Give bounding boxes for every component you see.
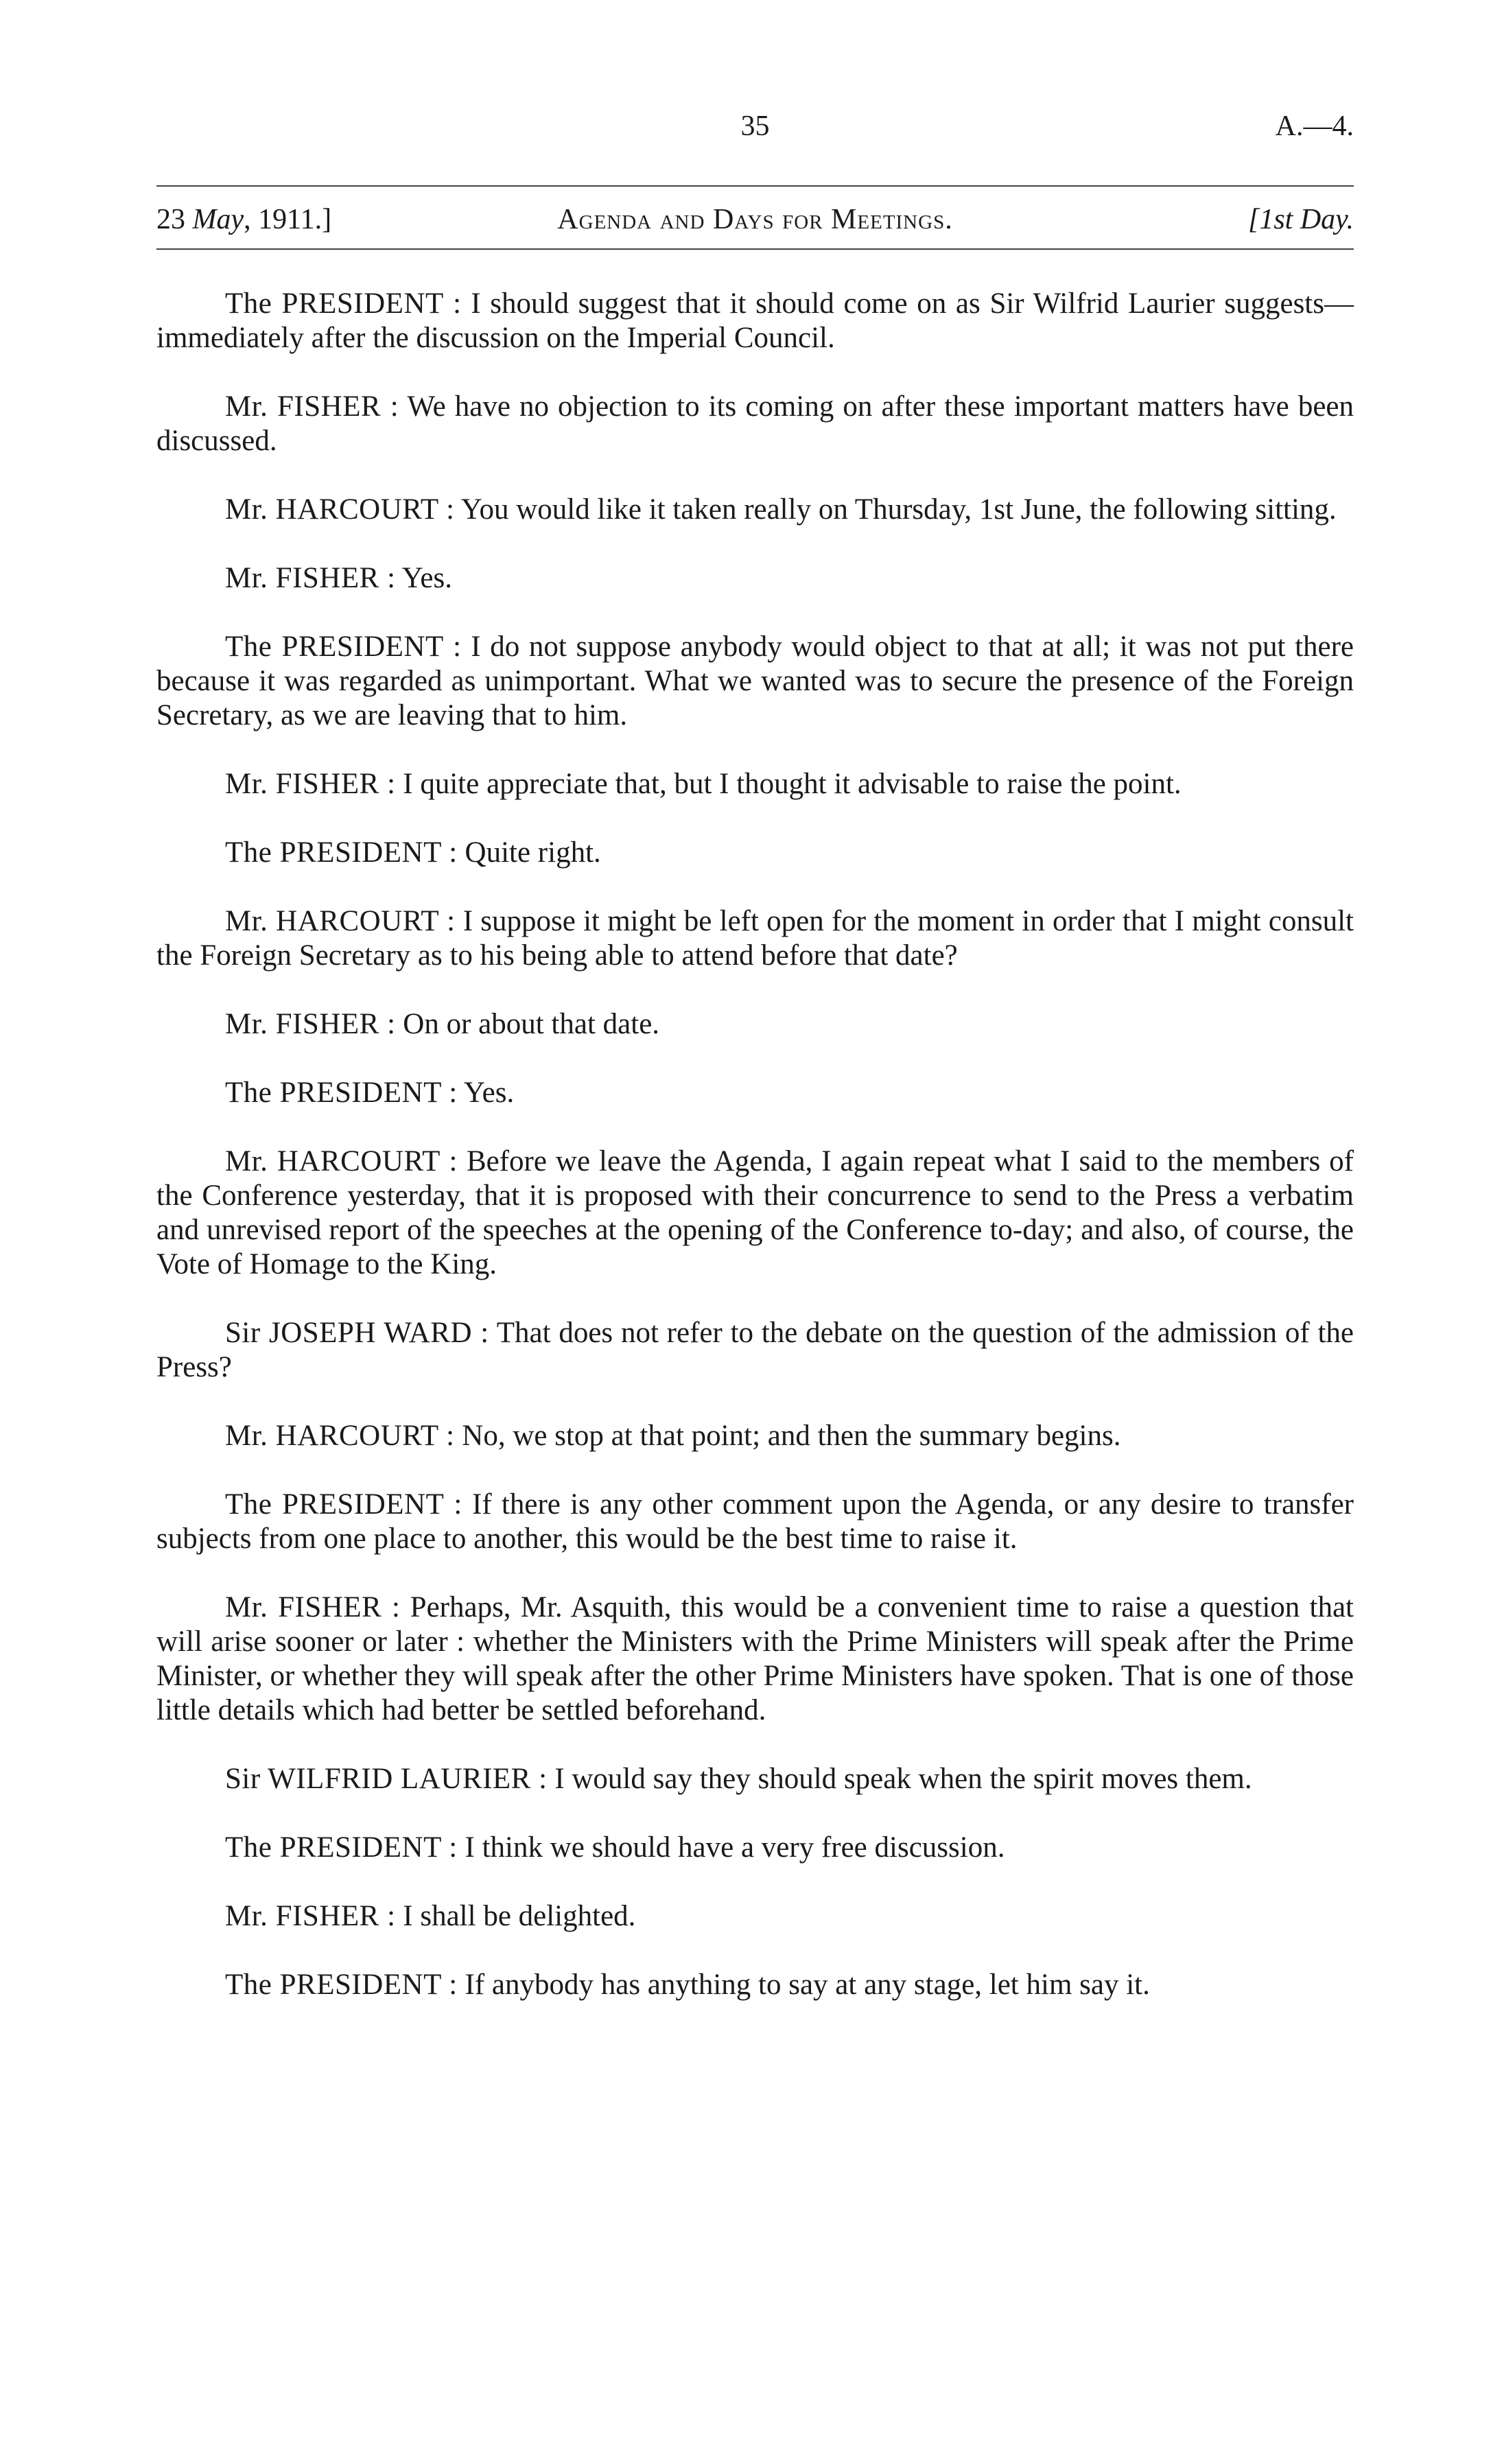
speech-text: If anybody has anything to say at any stage, let him say it. [457,1969,1150,2001]
speech-text: Before we leave the Agenda, I again repeat what I said to the members of the Conference yesterday, that it is proposed with their concurrence to send to the Press a verbatim and unrevised report of the speeches at the opening of the Conference to-day; and also, of course, the Vote of Homage to the King. [156,1145,1354,1280]
page-number: 35 [740,110,770,142]
running-head [156,203,1354,244]
speaker-name: Mr. FISHER : [225,768,396,800]
transcript-paragraph [156,767,1354,801]
speech-text: We have no objection to its coming on after these important matters have been discussed. [156,390,1354,457]
speaker-name: Mr. HARCOURT : [225,1420,455,1452]
speech-text: I shall be delighted. [395,1900,636,1932]
transcript-paragraph [156,287,1354,355]
speaker-name: The PRESIDENT : [225,1488,462,1521]
speaker-name: Mr. FISHER : [225,1900,396,1932]
speech-text: Quite right. [457,836,601,869]
transcript-paragraph [156,904,1354,973]
speech-text: I should suggest that it should come on as Sir Wilfrid Laurier suggests—immediately after the discussion on the Imperial Council. [156,288,1354,354]
transcript-paragraph [156,836,1354,870]
series-code: A.—4. [1275,110,1354,142]
transcript-paragraph [156,561,1354,596]
speaker-name: Sir JOSEPH WARD : [225,1317,489,1349]
transcript-body [156,287,1354,2037]
speaker-name: The PRESIDENT : [225,1831,458,1864]
speech-text: No, we stop at that point; and then the summary begins. [454,1420,1121,1452]
speech-text: Perhaps, Mr. Asquith, this would be a convenient time to raise a question that will arise sooner or later : whether the Ministers with the Prime Ministers will speak after the Prime Minister, or whether they will speak after the other Prime Ministers have spoken. That is one of those little details which had better be settled beforehand. [156,1591,1354,1726]
speaker-name: The PRESIDENT : [225,1077,458,1109]
transcript-paragraph [156,1762,1354,1796]
speaker-name: The PRESIDENT : [225,836,458,869]
speaker-name: Mr. FISHER : [225,1008,396,1040]
speaker-name: Mr. FISHER : [225,1591,401,1623]
speech-text: If there is any other comment upon the Agenda, or any desire to transfer subjects from one place to another, this would be the best time to raise it. [156,1488,1354,1555]
transcript-paragraph [156,390,1354,458]
speech-text: That does not refer to the debate on the question of the admission of the Press? [156,1317,1354,1383]
page-header [156,110,1354,151]
transcript-paragraph [156,1145,1354,1282]
transcript-paragraph [156,493,1354,527]
speech-text: Yes. [457,1077,515,1109]
day-label: [1st Day. [1247,204,1354,235]
speech-text: Yes. [395,562,453,594]
speech-text: I suppose it might be left open for the moment in order that I might consult the Foreign Secretary as to his being able to attend before that date? [156,905,1354,972]
transcript-paragraph [156,1316,1354,1385]
speaker-name: Mr. HARCOURT : [225,905,456,937]
transcript-paragraph [156,1591,1354,1728]
session-date [156,203,331,236]
speech-text: On or about that date. [395,1008,660,1040]
header-rule-top [156,185,1354,187]
header-rule-bottom [156,248,1354,250]
speech-text: I do not suppose anybody would object to that at all; it was not put there because it was regarded as unimportant. What we wanted was to secure the presence of the Foreign Secretary, as we are leaving that to him. [156,631,1354,731]
speech-text: I think we should have a very free discussion. [457,1831,1005,1864]
transcript-paragraph [156,1831,1354,1865]
speaker-name: Mr. FISHER : [225,562,396,594]
speaker-name: Mr. HARCOURT : [225,1145,458,1177]
date-suffix: , 1911.] [244,204,332,235]
transcript-paragraph [156,1968,1354,2002]
transcript-paragraph [156,1076,1354,1110]
speaker-name: The PRESIDENT : [225,288,462,320]
transcript-paragraph [156,1419,1354,1453]
speaker-name: The PRESIDENT : [225,631,462,663]
speech-text: You would like it taken really on Thursday, 1st June, the following sitting. [454,493,1337,526]
transcript-paragraph [156,1007,1354,1042]
section-title: Agenda and Days for Meetings. [557,204,953,235]
date-prefix: 23 [156,204,193,235]
speaker-name: Sir WILFRID LAURIER : [225,1763,548,1795]
speaker-name: Mr. HARCOURT : [225,493,455,526]
transcript-paragraph [156,630,1354,733]
transcript-paragraph [156,1899,1354,1934]
transcript-paragraph [156,1488,1354,1556]
speaker-name: Mr. FISHER : [225,390,399,423]
speech-text: I quite appreciate that, but I thought it advisable to raise the point. [395,768,1182,800]
speaker-name: The PRESIDENT : [225,1969,458,2001]
speech-text: I would say they should speak when the spirit moves them. [547,1763,1252,1795]
date-month: May [192,204,244,235]
